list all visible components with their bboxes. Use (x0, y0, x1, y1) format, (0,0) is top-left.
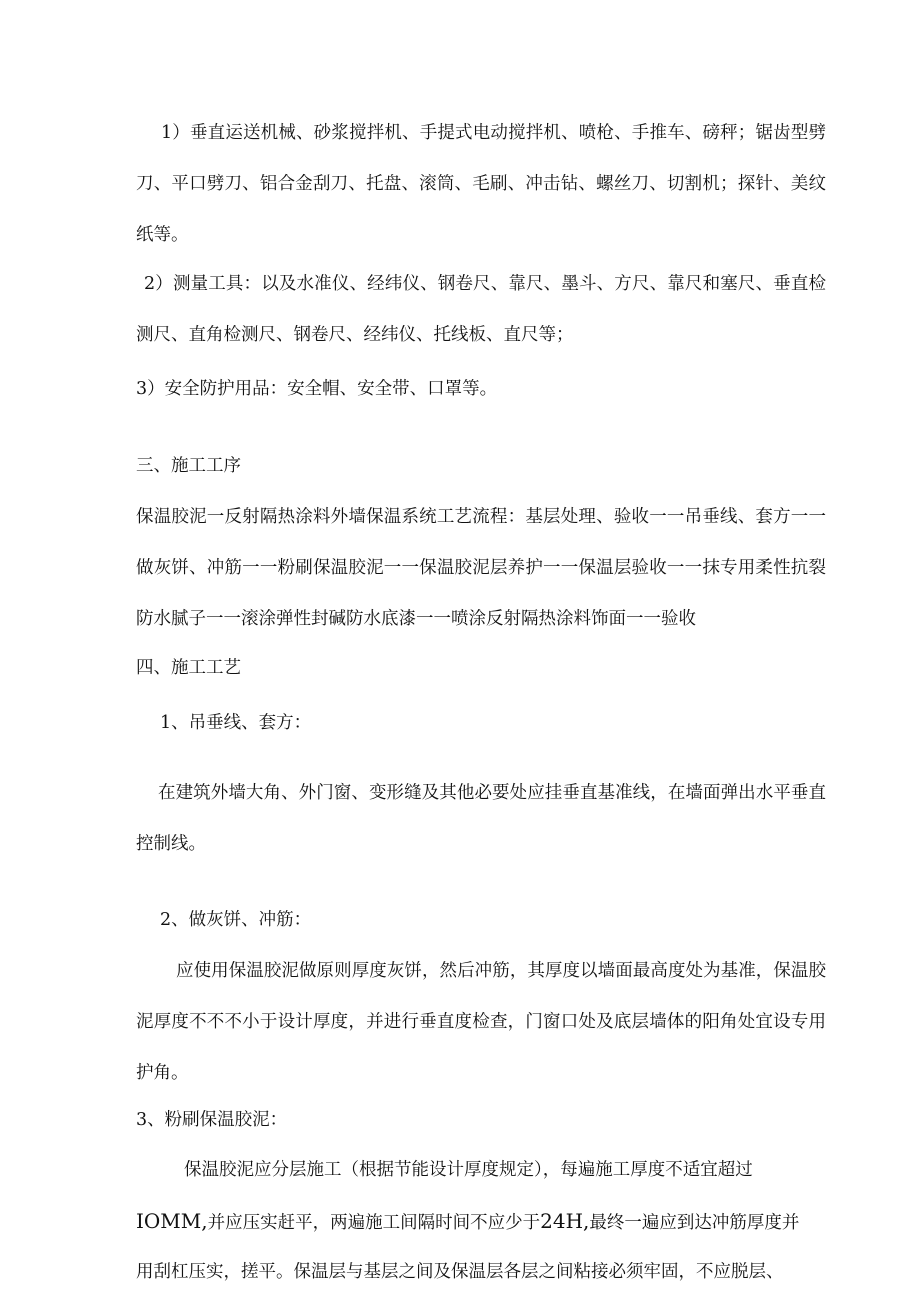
section-heading-4: 四、施工工艺 (136, 658, 241, 678)
thickness-value: IOMM, (136, 1209, 208, 1233)
interval-value: 24H, (540, 1209, 590, 1233)
step-3-title: 3、粉刷保温胶泥： (136, 1110, 288, 1130)
step-1-body: 在建筑外墙大角、外门窗、变形缝及其他必要处应挂垂直基准线，在墙面弹出水平垂直控制线。 (136, 783, 826, 854)
step-2-body: 应使用保温胶泥做原则厚度灰饼，然后冲筋，其厚度以墙面最高度处为基准，保温胶泥厚度不不不小于设计厚度，并进行垂直度检查，门窗口处及底层墙体的阳角处宜设专用护角。 (136, 961, 826, 1083)
step-3-line-2-text-b: 最终一遍应到达冲筋厚度并 (589, 1213, 800, 1233)
step-3-line-2-text-a: 并应压实赶平，两遍施工间隔时间不应少于 (207, 1213, 541, 1233)
tools-item-1: 1）垂直运送机械、砂浆搅拌机、手提式电动搅拌机、喷枪、手推车、磅秤；锯齿型劈刀、平口劈刀、铝合金刮刀、托盘、滚筒、毛刷、冲击钻、螺丝刀、切割机；探针、美纹纸等。 (136, 123, 826, 245)
process-flow-paragraph: 保温胶泥一反射隔热涂料外墙保温系统工艺流程：基层处理、验收一一吊垂线、套方一一做灰饼、冲筋一一粉刷保温胶泥一一保温胶泥层养护一一保温层验收一一抹专用柔性抗裂防水腻子一一滚涂弹性封碱防水底漆一一喷涂反射隔热涂料饰面一一验收 (136, 507, 826, 629)
step-2-title: 2、做灰饼、冲筋： (160, 910, 312, 930)
tools-item-2: 2）测量工具：以及水准仪、经纬仪、钢卷尺、靠尺、墨斗、方尺、靠尺和塞尺、垂直检测尺、直角检测尺、钢卷尺、经纬仪、托线板、直尺等； (136, 274, 826, 345)
section-heading-3: 三、施工工序 (136, 456, 241, 476)
step-3-line-3: 用刮杠压实，搓平。保温层与基层之间及保温层各层之间粘接必须牢固，不应脱层、 (136, 1262, 784, 1282)
step-1-title: 1、吊垂线、套方： (160, 713, 312, 733)
step-3-line-1: 保温胶泥应分层施工（根据节能设计厚度规定），每遍施工厚度不适宜超过 (184, 1160, 753, 1180)
tools-item-3: 3）安全防护用品：安全帽、安全带、口罩等。 (136, 379, 498, 399)
step-3-line-2 (136, 1196, 826, 1249)
